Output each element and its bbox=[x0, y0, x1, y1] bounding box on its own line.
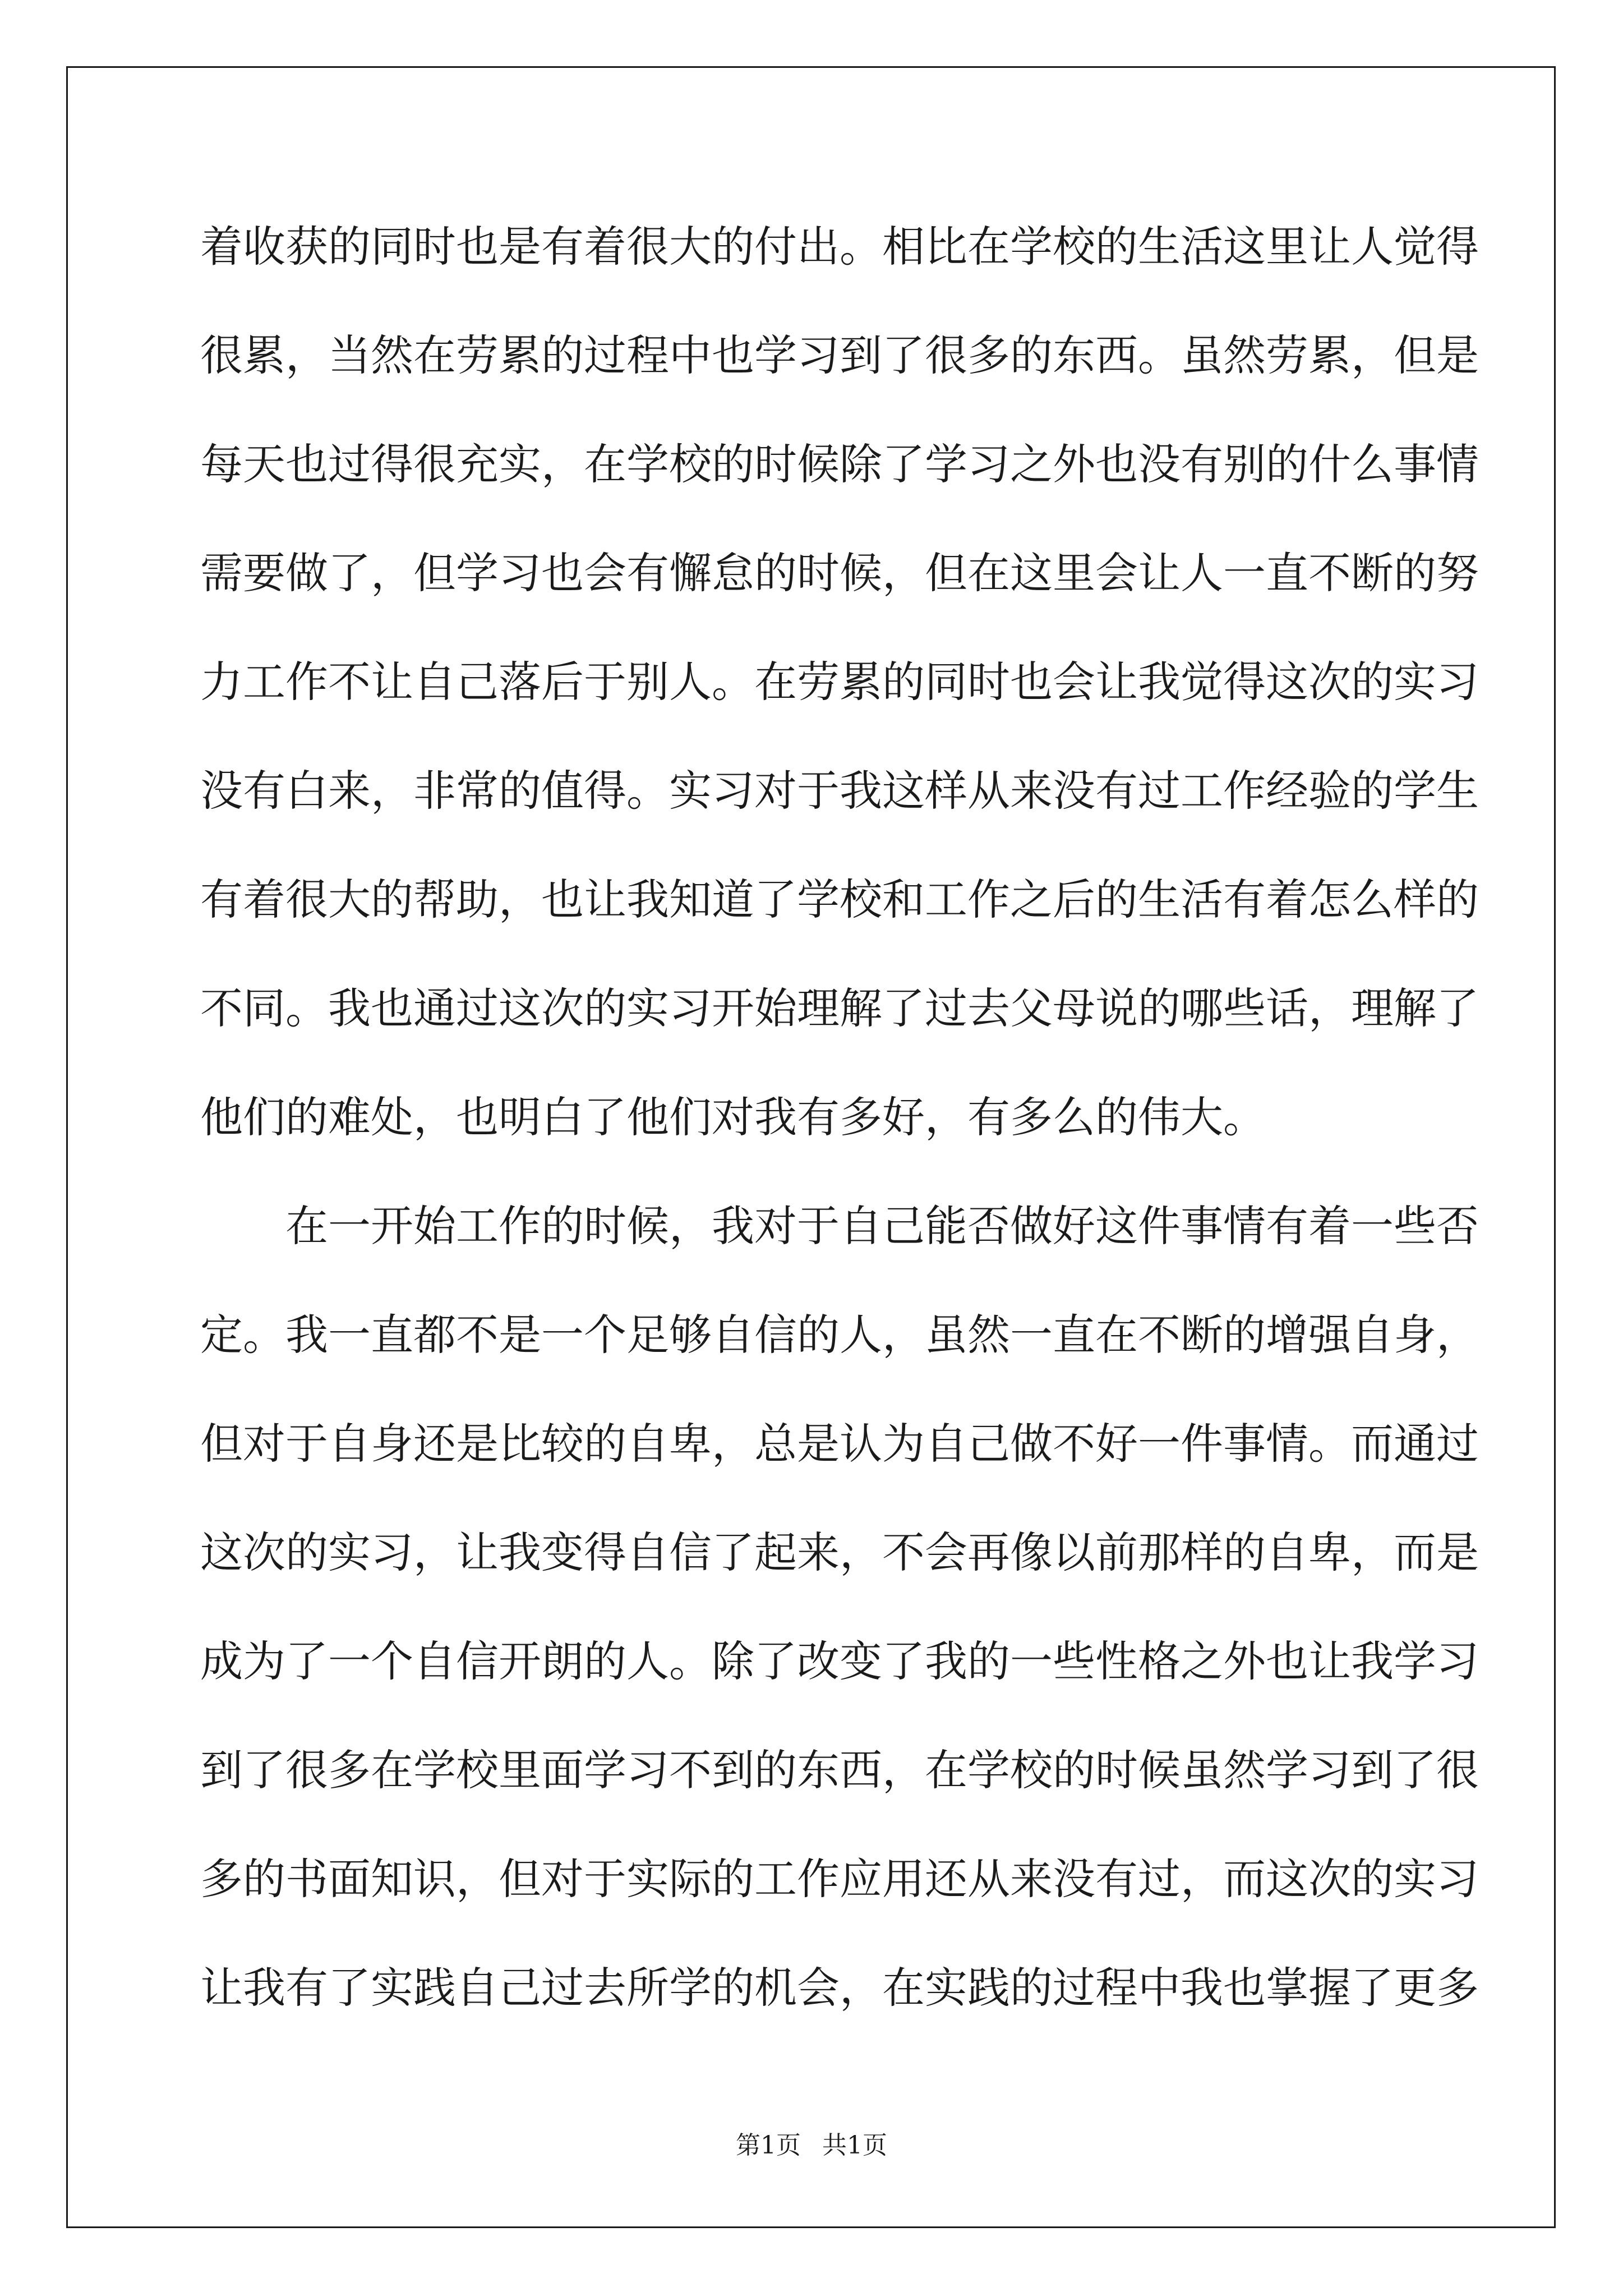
text-line: 但对于自身还是比较的自卑，总是认为自己做不好一件事情。而通过 bbox=[200, 1419, 1479, 1469]
text-line: 不同。我也通过这次的实习开始理解了过去父母说的哪些话，理解了 bbox=[200, 983, 1479, 1033]
text-line: 力工作不让自己落后于别人。在劳累的同时也会让我觉得这次的实习 bbox=[200, 657, 1479, 707]
text-line: 很累，当然在劳累的过程中也学习到了很多的东西。虽然劳累，但是 bbox=[200, 330, 1479, 380]
text-line: 多的书面知识，但对于实际的工作应用还从来没有过，而这次的实习 bbox=[200, 1854, 1479, 1904]
text-line: 到了很多在学校里面学习不到的东西，在学校的时候虽然学习到了很 bbox=[200, 1745, 1479, 1795]
text-line: 着收获的同时也是有着很大的付出。相比在学校的生活这里让人觉得 bbox=[200, 222, 1479, 272]
text-line: 每天也过得很充实，在学校的时候除了学习之外也没有别的什么事情 bbox=[200, 439, 1479, 489]
text-line: 他们的难处，也明白了他们对我有多好，有多么的伟大。 bbox=[200, 1092, 1266, 1142]
text-line: 需要做了，但学习也会有懈怠的时候，但在这里会让人一直不断的努 bbox=[200, 548, 1479, 598]
text-line: 让我有了实践自己过去所学的机会，在实践的过程中我也掌握了更多 bbox=[200, 1963, 1479, 2013]
text-line: 成为了一个自信开朗的人。除了改变了我的一些性格之外也让我学习 bbox=[200, 1636, 1479, 1686]
text-line: 定。我一直都不是一个足够自信的人，虽然一直在不断的增强自身， bbox=[200, 1310, 1479, 1360]
text-line: 这次的实习，让我变得自信了起来，不会再像以前那样的自卑，而是 bbox=[200, 1527, 1479, 1577]
text-line: 没有白来，非常的值得。实习对于我这样从来没有过工作经验的学生 bbox=[200, 766, 1479, 816]
text-line: 有着很大的帮助，也让我知道了学校和工作之后的生活有着怎么样的 bbox=[200, 875, 1479, 924]
page-number-current: 第1页 bbox=[736, 2131, 801, 2160]
page-number-total: 共1页 bbox=[822, 2131, 887, 2160]
text-line: 在一开始工作的时候，我对于自己能否做好这件事情有着一些否 bbox=[285, 1201, 1479, 1251]
page-footer bbox=[0, 2129, 1623, 2162]
